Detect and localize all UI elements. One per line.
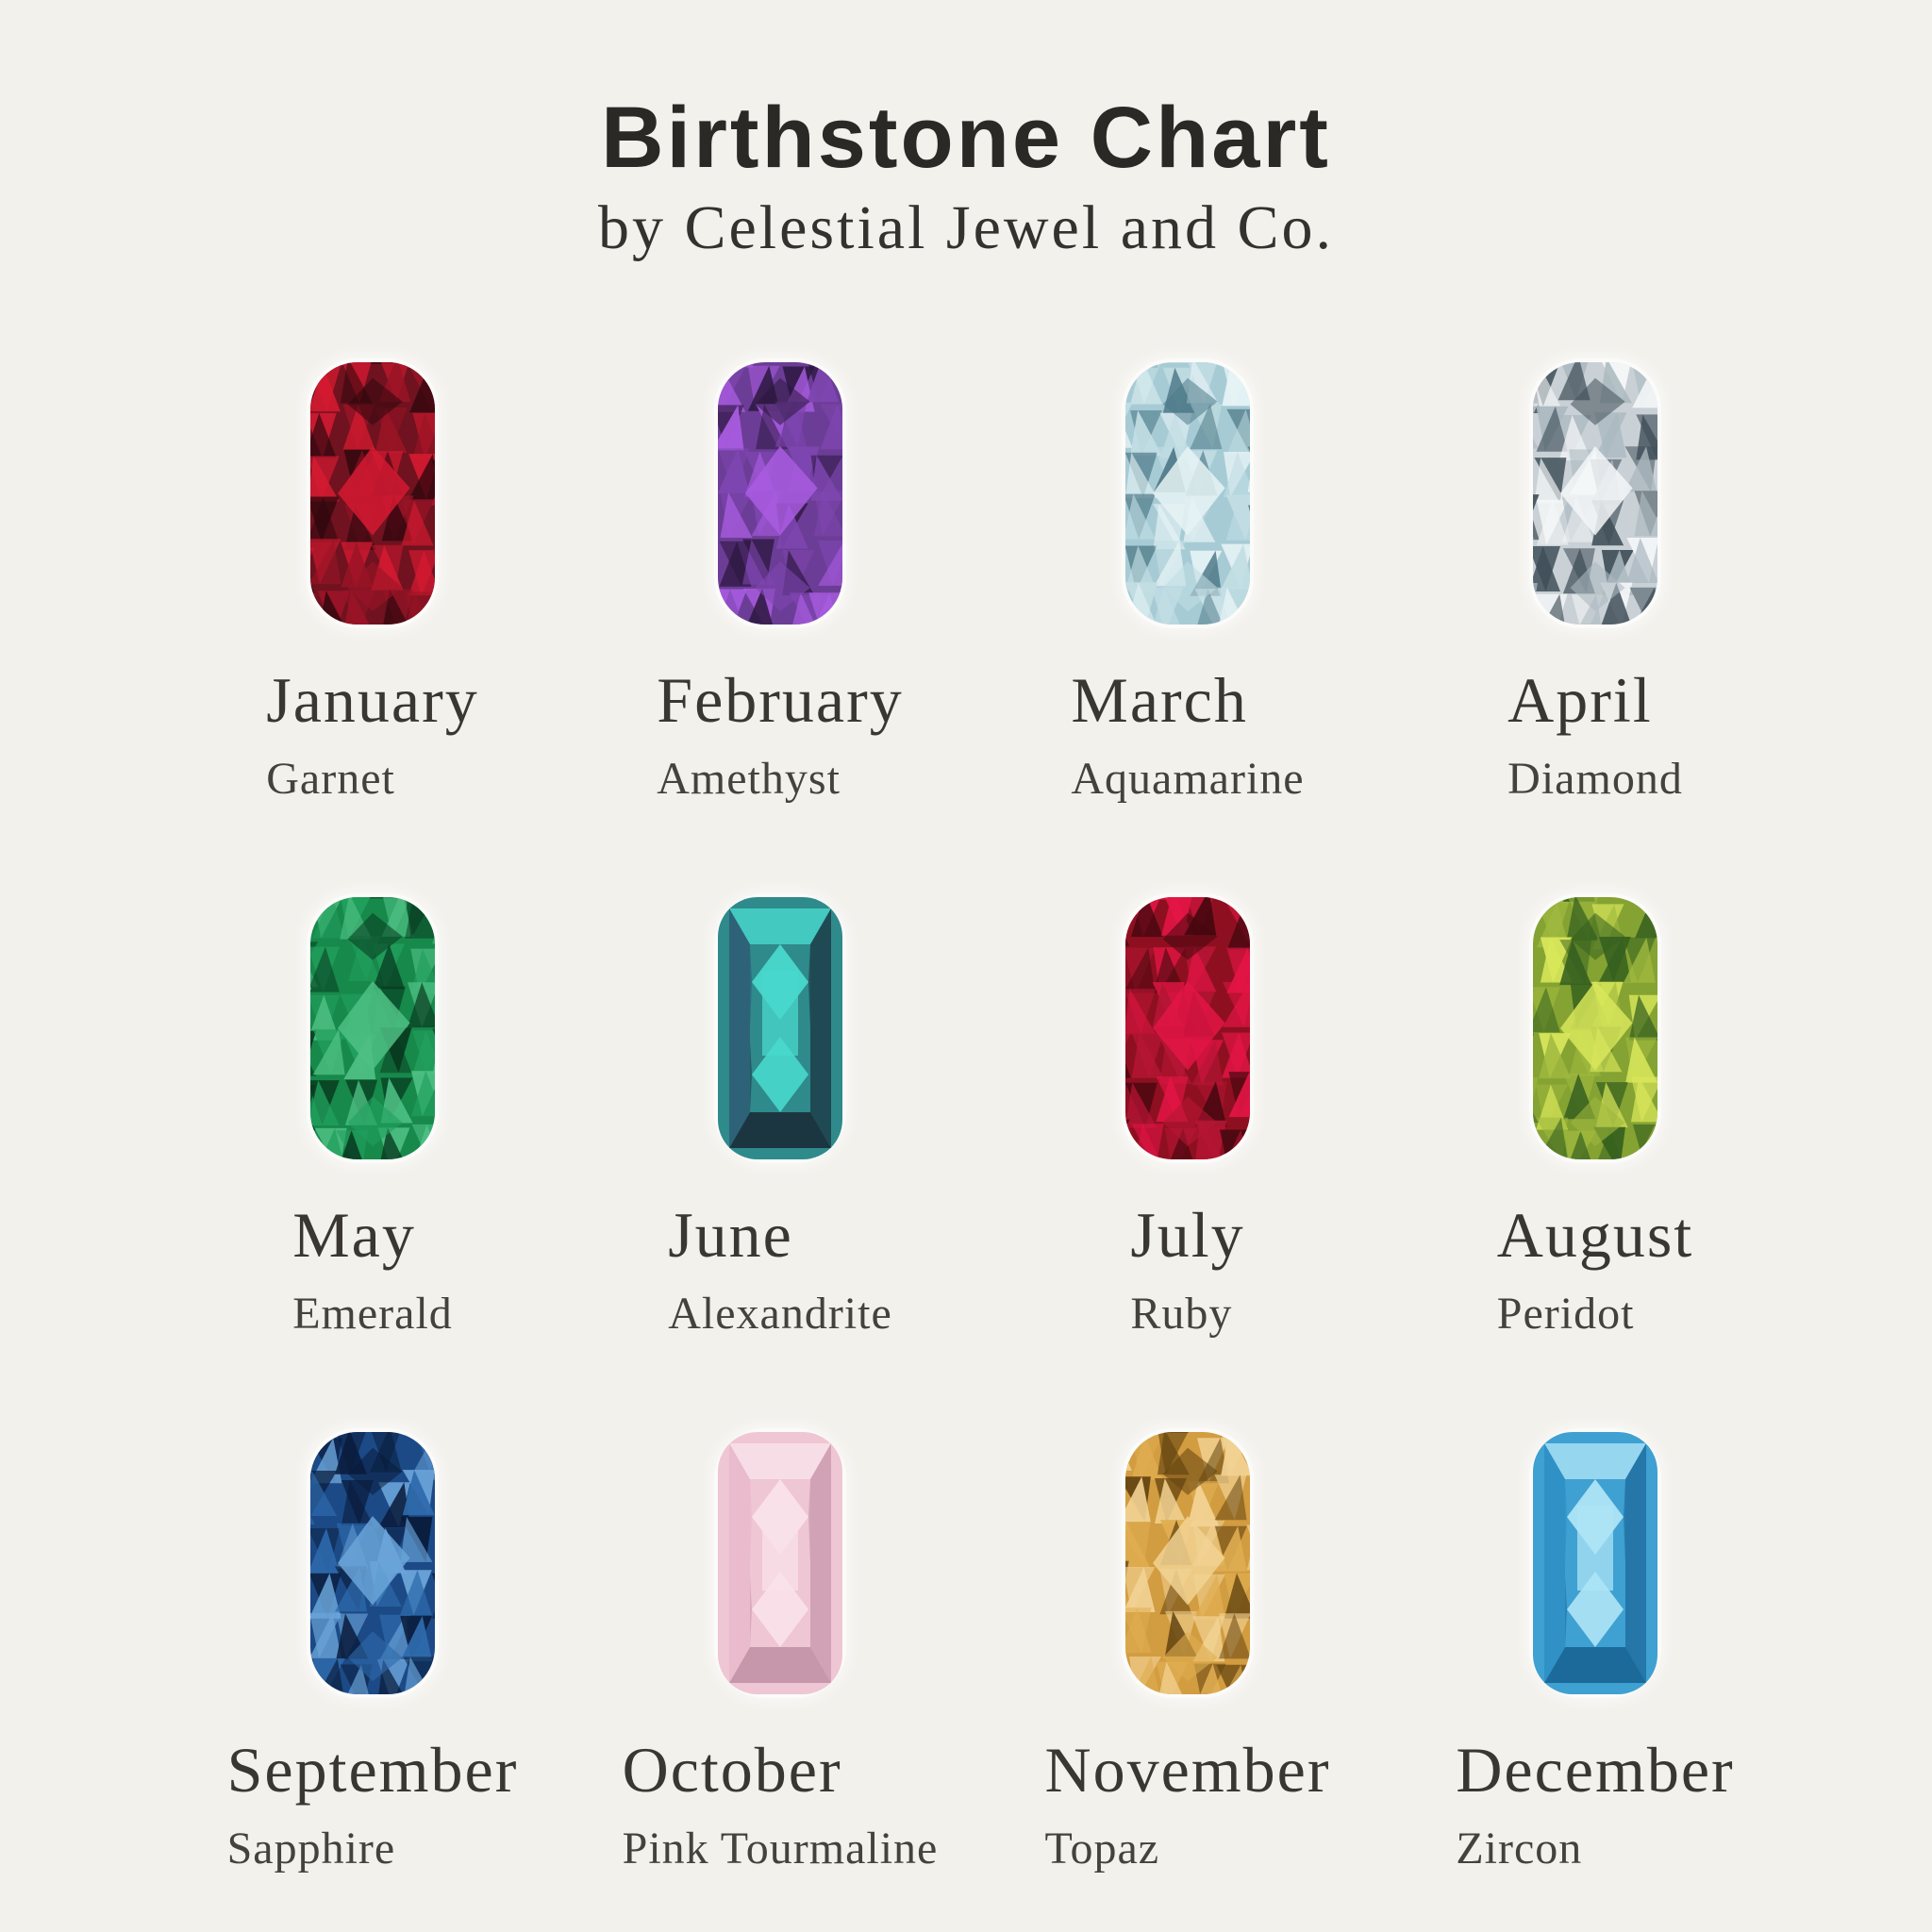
gemstone-image (718, 1432, 842, 1694)
gemstone-image (1533, 1432, 1657, 1694)
month-label: September (226, 1734, 519, 1806)
month-label: June (668, 1199, 793, 1271)
birthstone-caption (227, 1694, 519, 1872)
gemstone-image (1533, 362, 1657, 625)
page-subtitle: by Celestial Jewel and Co. (597, 192, 1335, 262)
birthstone-caption (1130, 1159, 1244, 1337)
stone-name-label: Alexandrite (668, 1289, 892, 1339)
gemstone-image (310, 362, 435, 625)
birthstone-caption (292, 1159, 453, 1337)
birthstone-cell (169, 1432, 576, 1932)
stone-name-label: Emerald (292, 1289, 453, 1339)
birthstone-caption (1507, 625, 1683, 802)
stone-name-label: Diamond (1507, 754, 1683, 804)
month-label: November (1044, 1734, 1331, 1806)
birthstone-cell (984, 362, 1391, 897)
month-label: May (292, 1199, 416, 1271)
gemstone-image (1125, 897, 1250, 1159)
stone-name-label: Topaz (1044, 1824, 1160, 1874)
birthstone-caption (623, 1694, 939, 1872)
stone-name-label: Peridot (1496, 1289, 1635, 1339)
month-label: August (1496, 1199, 1694, 1271)
gemstone-image (1533, 897, 1657, 1159)
birthstone-cell (576, 1432, 984, 1932)
page-title: Birthstone Chart (601, 90, 1331, 186)
birthstone-cell (1391, 362, 1799, 897)
birthstone-cell (1391, 897, 1799, 1432)
birthstone-caption (1044, 1694, 1330, 1872)
stone-name-label: Garnet (266, 754, 395, 804)
gemstone-image (310, 1432, 435, 1694)
birthstone-grid (169, 362, 1799, 1932)
stone-name-label: Aquamarine (1071, 754, 1305, 804)
stone-name-label: Sapphire (226, 1824, 396, 1874)
stone-name-label: Zircon (1456, 1824, 1583, 1874)
birthstone-caption (1071, 625, 1304, 802)
stone-name-label: Pink Tourmaline (622, 1824, 939, 1874)
gemstone-image (1125, 1432, 1250, 1694)
birthstone-cell (984, 897, 1391, 1432)
birthstone-caption (1456, 1694, 1734, 1872)
birthstone-caption (657, 625, 903, 802)
birthstone-caption (668, 1159, 892, 1337)
birthstone-cell (576, 897, 984, 1432)
month-label: July (1130, 1199, 1245, 1271)
birthstone-cell (169, 362, 576, 897)
birthstone-cell (1391, 1432, 1799, 1932)
month-label: February (657, 664, 904, 736)
stone-name-label: Ruby (1130, 1289, 1233, 1339)
birthstone-caption (266, 625, 478, 802)
birthstone-cell (984, 1432, 1391, 1932)
birthstone-cell (576, 362, 984, 897)
gemstone-image (718, 897, 842, 1159)
gemstone-image (1125, 362, 1250, 625)
birthstone-caption (1497, 1159, 1693, 1337)
gemstone-image (718, 362, 842, 625)
month-label: April (1507, 664, 1653, 736)
month-label: December (1456, 1734, 1735, 1806)
month-label: October (622, 1734, 842, 1806)
month-label: March (1071, 664, 1248, 736)
birthstone-cell (169, 897, 576, 1432)
month-label: January (266, 664, 479, 736)
gemstone-image (310, 897, 435, 1159)
stone-name-label: Amethyst (657, 754, 841, 804)
